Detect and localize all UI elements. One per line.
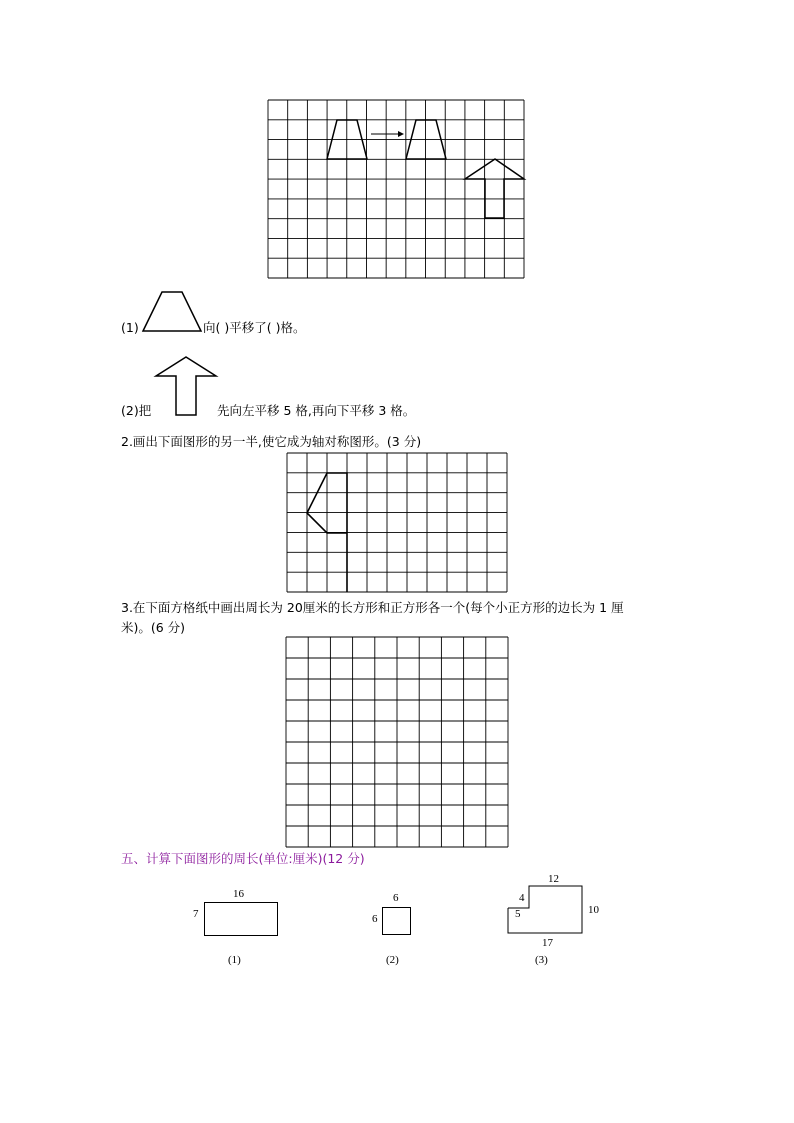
- q1-part2-text: 先向左平移 5 格,再向下平移 3 格。: [217, 403, 416, 418]
- q2-question: 2.画出下面图形的另一半,使它成为轴对称图形。(3 分): [121, 434, 422, 449]
- q1-part2-prefix: (2)把: [121, 403, 152, 418]
- fig1-caption: (1): [228, 954, 241, 966]
- fig3-bottom-label: 17: [542, 937, 553, 949]
- q3-question-line1: 3.在下面方格纸中画出周长为 20厘米的长方形和正方形各一个(每个小正方形的边长为 1 厘: [121, 600, 624, 615]
- fig1-top-label: 16: [233, 888, 244, 900]
- fig1-left-label: 7: [193, 908, 199, 920]
- fig2-square: [382, 907, 411, 935]
- direction-arrow-head: [398, 131, 404, 137]
- q1-part1-text: 向( )平移了( )格。: [203, 320, 306, 335]
- translation-grid: [268, 100, 524, 280]
- fig2-top-label: 6: [393, 892, 399, 904]
- fig1-rectangle: [204, 902, 278, 936]
- fig2-caption: (2): [386, 954, 399, 966]
- symmetry-grid: [287, 453, 507, 593]
- fig3-right-label: 10: [588, 904, 599, 916]
- fig3-caption: (3): [535, 954, 548, 966]
- fig3-left-lower-label: 5: [515, 908, 521, 920]
- drawing-grid: [286, 637, 508, 847]
- fig2-left-label: 6: [372, 913, 378, 925]
- trapezoid-icon: [142, 291, 202, 333]
- section5-title: 五、计算下面图形的周长(单位:厘米)(12 分): [121, 851, 365, 866]
- up-arrow-icon: [155, 356, 217, 416]
- fig3-top-label: 12: [548, 873, 559, 885]
- q3-question-line2: 米)。(6 分): [121, 620, 186, 635]
- q1-part1-prefix: (1): [121, 320, 139, 335]
- up-arrow-shape: [465, 159, 524, 218]
- fig3-left-upper-label: 4: [519, 892, 525, 904]
